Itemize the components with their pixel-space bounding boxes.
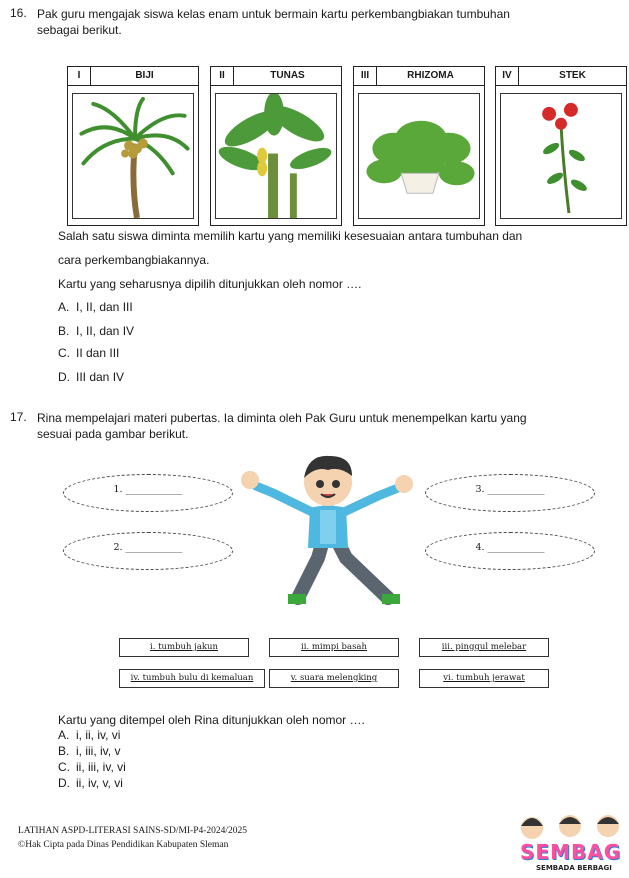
card-stek bbox=[495, 66, 627, 226]
card-roman: I bbox=[68, 67, 91, 85]
question-17-text-line1: Rina mempelajari materi pubertas. Ia diminta oleh Pak Guru untuk menempelkan kartu yang bbox=[37, 411, 527, 425]
label-v[interactable]: v. suara melengking bbox=[269, 669, 399, 688]
option-text: I, II, dan III bbox=[76, 300, 133, 314]
sembag-logo-subtitle: SEMBADA BERBAGI bbox=[536, 864, 612, 872]
option-letter: D. bbox=[58, 370, 70, 384]
slot-1-oval[interactable] bbox=[63, 474, 233, 512]
option-text: III dan IV bbox=[76, 370, 125, 384]
slot-2-text: 2. ____________ bbox=[113, 542, 183, 553]
footer-line2: ©Hak Cipta pada Dinas Pendidikan Kabupaten Sleman bbox=[18, 840, 229, 850]
card-name: RHIZOMA bbox=[407, 70, 454, 81]
option-letter: A. bbox=[58, 300, 70, 314]
card-rhizoma bbox=[353, 66, 485, 226]
card-roman: II bbox=[211, 67, 234, 85]
option-text: ii, iv, v, vi bbox=[76, 776, 123, 790]
q16-option-d[interactable] bbox=[58, 370, 124, 384]
option-letter: C. bbox=[58, 346, 70, 360]
label-iii[interactable]: iii. pinggul melebar bbox=[419, 638, 549, 657]
question-16-statement-line1: Salah satu siswa diminta memilih kartu yang memiliki kesesuaian antara tumbuhan dan bbox=[58, 229, 523, 243]
coconut-palm-image bbox=[72, 93, 194, 219]
question-16-number: 16. bbox=[10, 6, 27, 20]
q16-option-b[interactable] bbox=[58, 324, 134, 338]
banana-plant-image bbox=[215, 93, 337, 219]
q17-option-a[interactable] bbox=[58, 728, 120, 742]
question-17-prompt: Kartu yang ditempel oleh Rina ditunjukkan oleh nomor …. bbox=[58, 713, 365, 727]
label-ii[interactable]: ii. mimpi basah bbox=[269, 638, 399, 657]
card-tunas bbox=[210, 66, 342, 226]
slot-2-oval[interactable] bbox=[63, 532, 233, 570]
slot-1-text: 1. ____________ bbox=[113, 484, 183, 495]
label-vi[interactable]: vi. tumbuh jerawat bbox=[419, 669, 549, 688]
card-name: STEK bbox=[559, 70, 586, 81]
slot-4-oval[interactable] bbox=[425, 532, 595, 570]
question-16-prompt: Kartu yang seharusnya dipilih ditunjukkan oleh nomor …. bbox=[58, 277, 362, 291]
label-iv[interactable]: iv. tumbuh bulu di kemaluan bbox=[119, 669, 265, 688]
option-letter: C. bbox=[58, 760, 70, 774]
question-16-text-line2: sebagai berikut. bbox=[37, 23, 122, 37]
fern-plant-image bbox=[358, 93, 480, 219]
card-name: BIJI bbox=[135, 70, 154, 81]
option-text: i, ii, iv, vi bbox=[76, 728, 121, 742]
slot-4-text: 4. ____________ bbox=[475, 542, 545, 553]
option-text: I, II, dan IV bbox=[76, 324, 135, 338]
q16-option-c[interactable] bbox=[58, 346, 119, 360]
card-roman: III bbox=[354, 67, 377, 85]
rose-stem-image bbox=[500, 93, 622, 219]
option-text: i, iii, iv, v bbox=[76, 744, 121, 758]
q17-option-c[interactable] bbox=[58, 760, 126, 774]
question-17-number: 17. bbox=[10, 410, 27, 424]
card-roman: IV bbox=[496, 67, 519, 85]
label-i[interactable]: i. tumbuh jakun bbox=[119, 638, 249, 657]
slot-3-text: 3. ____________ bbox=[475, 484, 545, 495]
card-name: TUNAS bbox=[270, 70, 305, 81]
option-letter: B. bbox=[58, 744, 70, 758]
question-16-text-line1: Pak guru mengajak siswa kelas enam untuk bermain kartu perkembangbiakan tumbuhan bbox=[37, 7, 510, 21]
slot-3-oval[interactable] bbox=[425, 474, 595, 512]
option-letter: A. bbox=[58, 728, 70, 742]
card-biji bbox=[67, 66, 199, 226]
boy-illustration bbox=[228, 448, 428, 620]
question-16-statement-line2: cara perkembangbiakannya. bbox=[58, 253, 210, 267]
footer-line1: LATIHAN ASPD-LITERASI SAINS-SD/MI-P4-2024/2025 bbox=[18, 826, 248, 836]
q17-option-d[interactable] bbox=[58, 776, 123, 790]
q17-option-b[interactable] bbox=[58, 744, 120, 758]
q16-option-a[interactable] bbox=[58, 300, 133, 314]
option-letter: B. bbox=[58, 324, 70, 338]
option-text: II dan III bbox=[76, 346, 120, 360]
sembag-logo-text: SEMBAG bbox=[520, 840, 622, 864]
option-text: ii, iii, iv, vi bbox=[76, 760, 126, 774]
option-letter: D. bbox=[58, 776, 70, 790]
question-17-text-line2: sesuai pada gambar berikut. bbox=[37, 427, 189, 441]
